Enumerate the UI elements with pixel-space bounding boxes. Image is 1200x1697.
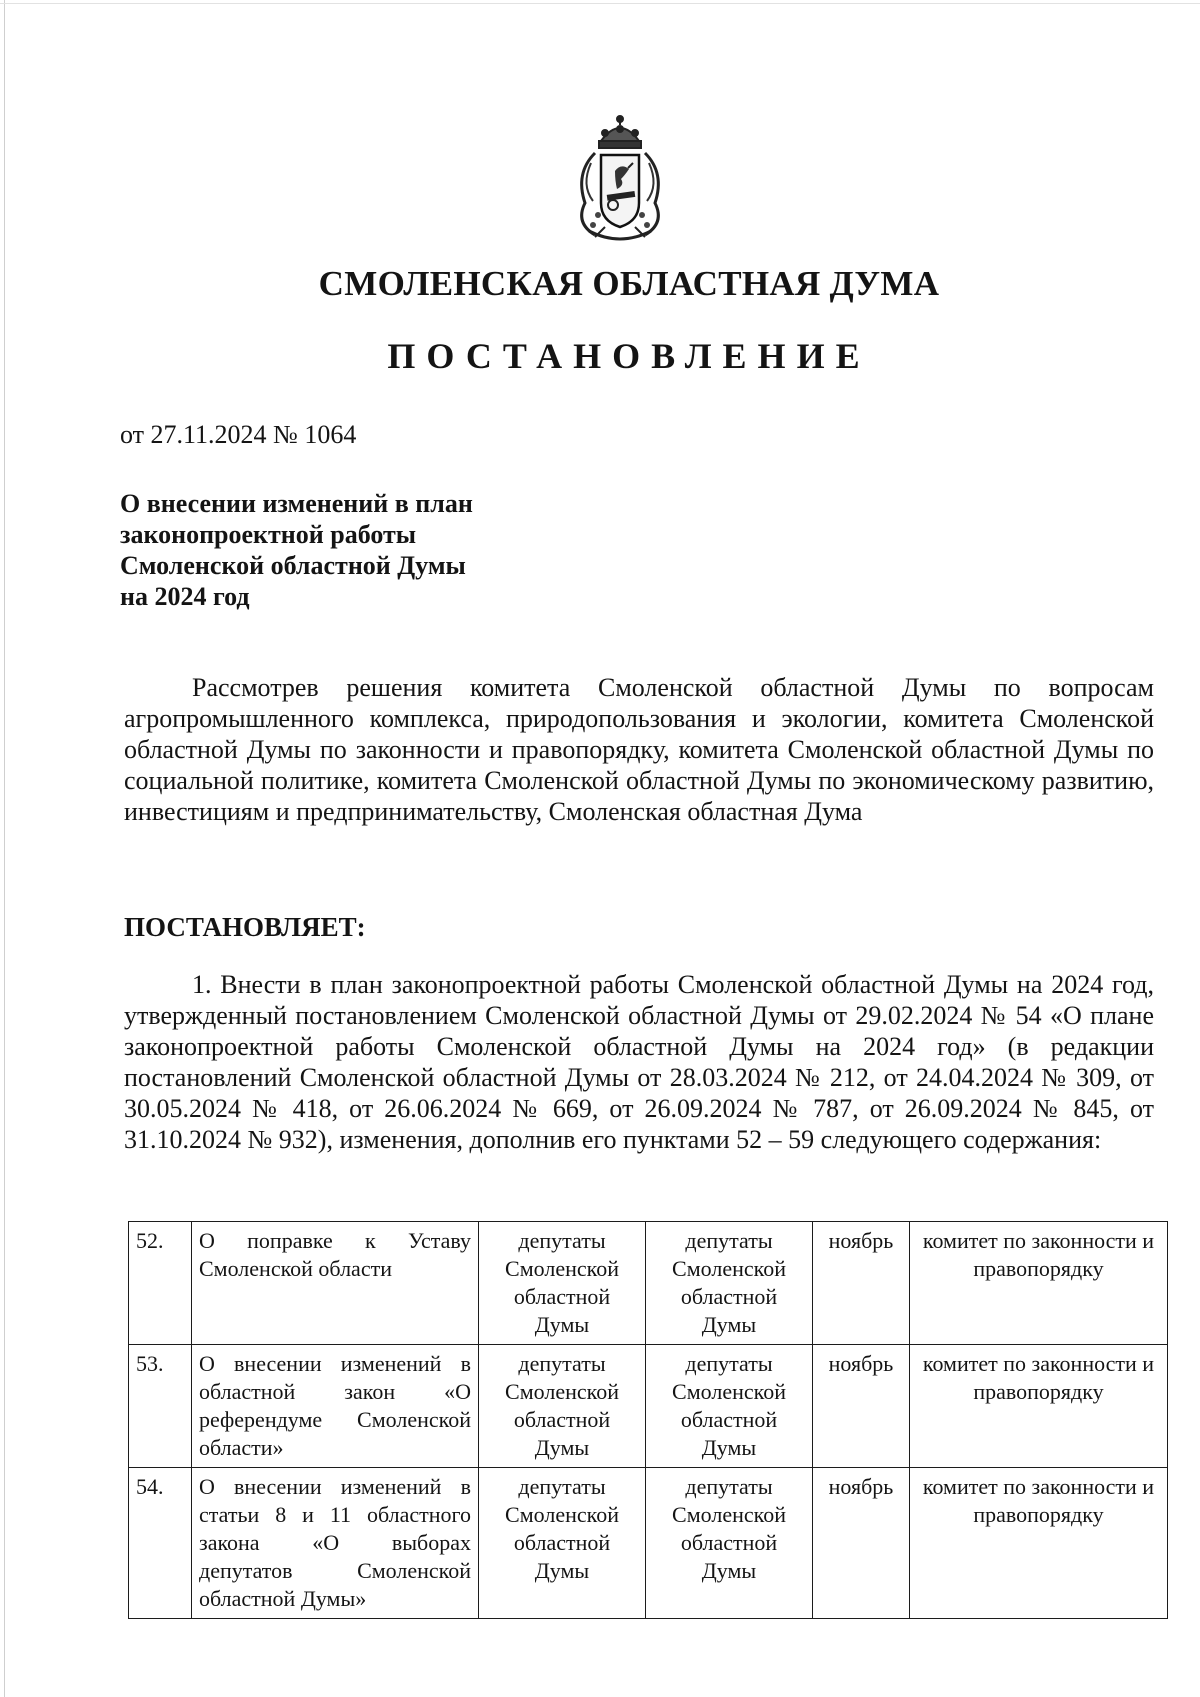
document-date-number: от 27.11.2024 № 1064 (120, 420, 357, 449)
responsible-committee: комитет по законности и правопорядку (910, 1468, 1168, 1619)
coat-of-arms-icon (565, 113, 675, 248)
organization-title: СМОЛЕНСКАЯ ОБЛАСТНАЯ ДУМА (318, 264, 940, 303)
responsible-committee: комитет по законности и правопорядку (910, 1222, 1168, 1345)
submission-month: ноябрь (813, 1345, 910, 1468)
row-number: 54. (129, 1468, 192, 1619)
scan-edge-top (0, 3, 1200, 4)
scan-edge-left (4, 0, 5, 1697)
developer: депутаты Смоленской областной Думы (646, 1468, 813, 1619)
table-row (129, 1468, 1168, 1619)
resolves-heading: ПОСТАНОВЛЯЕТ: (124, 912, 366, 942)
initiative-subject: депутаты Смоленской областной Думы (479, 1468, 646, 1619)
developer: депутаты Смоленской областной Думы (646, 1222, 813, 1345)
item-1-paragraph: 1. Внести в план законопроектной работы Смоленской областной Думы на 2024 год, утвержденный постановлением Смоленской областной Думы от 29.02.2024 № 54 «О плане законопроектной работы Смоленской областной Думы на 2024 год» (в редакции постановлений Смоленской областной Думы от 28.03.2024 № 212, от 24.04.2024 № 309, от 30.05.2024 № 418, от 26.06.2024 № 669, от 26.09.2024 № 787, от 26.09.2024 № 845, от 31.10.2024 № 932), изменения, дополнив его пунктами 52 – 59 следующего содержания: (124, 970, 1154, 1154)
responsible-committee: комитет по законности и правопорядку (910, 1345, 1168, 1468)
subject-line: законопроектной работы (120, 520, 417, 549)
bill-title: О внесении изменений в областной закон «О референдуме Смоленской области» (192, 1345, 479, 1468)
row-number: 52. (129, 1222, 192, 1345)
preamble-paragraph: Рассмотрев решения комитета Смоленской областной Думы по вопросам агропромышленного комплекса, природопользования и экологии, комитета Смоленской областной Думы по законности и правопорядку, комитета Смоленской областной Думы по социальной политике, комитета Смоленской областной Думы по экономическому развитию, инвестициям и предпринимательству, Смоленская областная Дума (124, 673, 1154, 826)
row-number: 53. (129, 1345, 192, 1468)
legislative-plan-table (128, 1221, 1168, 1619)
subject-line: О внесении изменений в план (120, 489, 473, 518)
initiative-subject: депутаты Смоленской областной Думы (479, 1345, 646, 1468)
submission-month: ноябрь (813, 1222, 910, 1345)
document-type: ПОСТАНОВЛЕНИЕ (387, 336, 871, 376)
developer: депутаты Смоленской областной Думы (646, 1345, 813, 1468)
submission-month: ноябрь (813, 1468, 910, 1619)
subject-line: Смоленской областной Думы (120, 551, 466, 580)
subject-line: на 2024 год (120, 582, 250, 611)
bill-title: О поправке к Уставу Смоленской области (192, 1222, 479, 1345)
table-row (129, 1222, 1168, 1345)
bill-title: О внесении изменений в статьи 8 и 11 областного закона «О выборах депутатов Смоленской областной Думы» (192, 1468, 479, 1619)
initiative-subject: депутаты Смоленской областной Думы (479, 1222, 646, 1345)
document-subject (120, 488, 540, 612)
table-row (129, 1345, 1168, 1468)
